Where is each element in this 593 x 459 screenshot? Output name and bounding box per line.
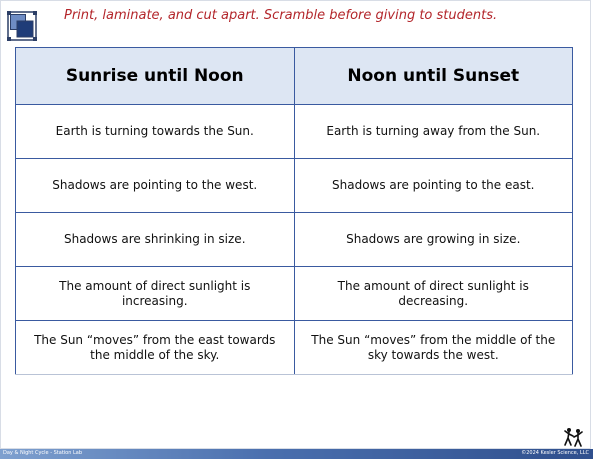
sort-card: Shadows are growing in size. [294, 213, 573, 267]
kids-silhouette-logo-icon [563, 427, 585, 447]
card-sort-table [15, 47, 573, 375]
sort-card: Shadows are shrinking in size. [16, 213, 295, 267]
table-row [16, 105, 573, 159]
footer-bar [0, 449, 593, 459]
sort-card: The amount of direct sunlight is decreasing. [294, 267, 573, 321]
sort-card: The amount of direct sunlight is increasing. [16, 267, 295, 321]
column-header-noon-sunset: Noon until Sunset [294, 48, 573, 105]
table-row [16, 159, 573, 213]
layered-squares-icon [7, 11, 37, 41]
footer-course-title: Day & Night Cycle - Station Lab [3, 450, 83, 456]
sort-card: Earth is turning away from the Sun. [294, 105, 573, 159]
sort-card: Earth is turning towards the Sun. [16, 105, 295, 159]
instruction-text: Print, laminate, and cut apart. Scramble before giving to students. [64, 8, 498, 23]
sort-card: Shadows are pointing to the east. [294, 159, 573, 213]
table-row [16, 267, 573, 321]
header-row [16, 48, 573, 105]
table-row [16, 321, 573, 375]
sort-card: The Sun “moves” from the east towards the middle of the sky. [16, 321, 295, 375]
column-header-sunrise-noon: Sunrise until Noon [16, 48, 295, 105]
table-row [16, 213, 573, 267]
footer-copyright: ©2024 Kesler Science, LLC [521, 450, 589, 456]
sort-card: The Sun “moves” from the middle of the sky towards the west. [294, 321, 573, 375]
sort-card: Shadows are pointing to the west. [16, 159, 295, 213]
